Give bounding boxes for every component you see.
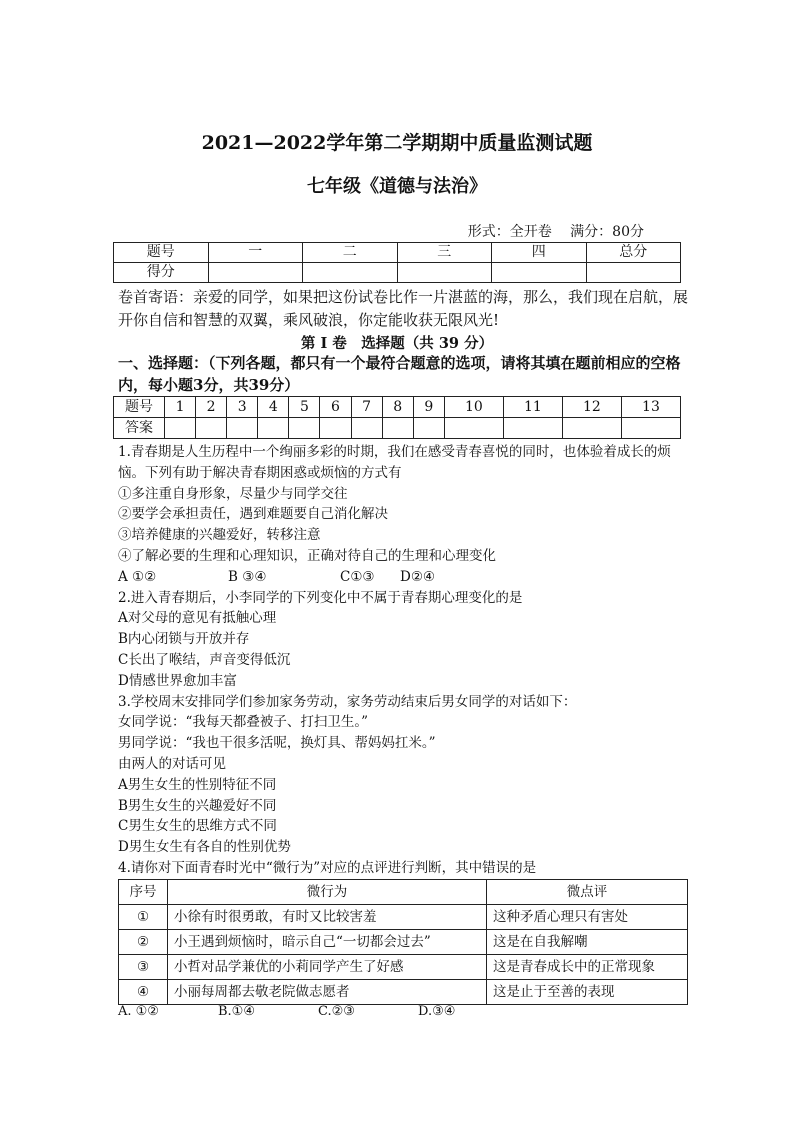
answer-table: [113, 396, 681, 439]
answer-input-cell[interactable]: [227, 418, 258, 439]
score-table: [113, 242, 681, 283]
answer-input-cell[interactable]: [165, 418, 196, 439]
q3-dialog: 女同学说：“我每天都叠被子、打扫卫生。”: [118, 714, 369, 731]
answer-input-cell[interactable]: [351, 418, 382, 439]
q3-option[interactable]: C男生女生的思维方式不同: [118, 818, 277, 835]
q4-comment: 这是止于至善的表现: [487, 980, 688, 1005]
q3-option[interactable]: B男生女生的兴趣爱好不同: [118, 797, 277, 814]
answer-header-cell: 10: [444, 397, 503, 418]
score-header-cell: 四: [492, 243, 587, 263]
score-input-cell[interactable]: [492, 263, 587, 283]
q4-comment: 这是青春成长中的正常现象: [487, 955, 688, 980]
q4-row: [119, 905, 688, 930]
answer-header-cell: 1: [165, 397, 196, 418]
score-input-cell[interactable]: [208, 263, 303, 283]
answer-input-cell[interactable]: [621, 418, 680, 439]
q1-option[interactable]: C①③: [340, 568, 375, 585]
q4-row: [119, 930, 688, 955]
q4-index: ②: [119, 930, 168, 955]
q3-option[interactable]: A男生女生的性别特征不同: [118, 776, 277, 793]
answer-input-cell[interactable]: [289, 418, 320, 439]
score-header-cell: 题号: [114, 243, 209, 263]
answer-header-cell: 7: [351, 397, 382, 418]
answer-header-cell: 8: [382, 397, 413, 418]
answer-table-row: [114, 418, 681, 439]
q1-option[interactable]: D②④: [400, 568, 436, 585]
q4-index: ③: [119, 955, 168, 980]
q1-item: ①多注重自身形象，尽量少与同学交往: [118, 485, 348, 502]
answer-input-cell[interactable]: [413, 418, 444, 439]
exam-title: 2021—2022学年第二学期期中质量监测试题: [201, 132, 593, 154]
q1-item: ③培养健康的兴趣爱好，转移注意: [118, 527, 321, 544]
q4-option[interactable]: B.①④: [218, 1004, 255, 1019]
answer-header-cell: 5: [289, 397, 320, 418]
q1-stem: 1.青春期是人生历程中一个绚丽多彩的时期，我们在感受青春喜悦的同时，也体验着成长的烦恼。下列有助于解决青春期困惑或烦恼的方式有: [118, 444, 671, 481]
answer-input-cell[interactable]: [444, 418, 503, 439]
score-header-cell: 总分: [586, 243, 681, 263]
answer-input-cell[interactable]: [503, 418, 562, 439]
q4-option[interactable]: C.②③: [318, 1004, 355, 1019]
q4-table: [118, 879, 688, 1005]
preface: 卷首寄语：亲爱的同学，如果把这份试卷比作一片湛蓝的海，那么，我们现在启航，展开你自信和智慧的双翼，乘风破浪，你定能收获无限风光!: [118, 288, 689, 329]
answer-input-cell[interactable]: [382, 418, 413, 439]
q1-option[interactable]: A ①②: [118, 568, 157, 585]
q4-option[interactable]: D.③④: [418, 1004, 456, 1019]
answer-header-cell: 3: [227, 397, 258, 418]
score-table-row: [114, 263, 681, 283]
q3-dialog: 由两人的对话可见: [118, 755, 226, 772]
answer-input-cell[interactable]: [562, 418, 621, 439]
score-header-cell: 一: [208, 243, 303, 263]
q4-index: ④: [119, 980, 168, 1005]
answer-header-cell: 6: [320, 397, 351, 418]
answer-table-row: [114, 397, 681, 418]
answer-input-cell[interactable]: [196, 418, 227, 439]
exam-form: 形式：全开卷: [467, 224, 552, 240]
answer-header-cell: 9: [413, 397, 444, 418]
q1-options: [118, 567, 688, 588]
answer-header-cell: 题号: [114, 397, 165, 418]
q4-header-cell: 微点评: [487, 880, 688, 905]
q1-item: ②要学会承担责任，遇到难题要自己消化解决: [118, 506, 388, 523]
q4-behavior: 小哲对品学兼优的小莉同学产生了好感: [168, 955, 487, 980]
exam-meta: [468, 221, 644, 241]
section-instructions: 一、选择题：（下列各题，都只有一个最符合题意的选项，请将其填在题前相应的空格内，每小题3分，共39分）: [118, 354, 681, 394]
q2-stem: 2.进入青春期后，小李同学的下列变化中不属于青春期心理变化的是: [118, 589, 523, 606]
q4-behavior: 小丽每周都去敬老院做志愿者: [168, 980, 487, 1005]
score-input-cell[interactable]: [303, 263, 398, 283]
section-title: 第 I 卷 选择题（共 39 分）: [300, 335, 494, 352]
q4-row: [119, 955, 688, 980]
answer-label-cell: 答案: [114, 418, 165, 439]
score-input-cell[interactable]: [397, 263, 492, 283]
q4-comment: 这种矛盾心理只有害处: [487, 905, 688, 930]
score-table-row: [114, 243, 681, 263]
exam-full-score: 满分：80分: [570, 224, 644, 240]
answer-header-cell: 2: [196, 397, 227, 418]
answer-input-cell[interactable]: [258, 418, 289, 439]
q2-option[interactable]: C长出了喉结，声音变得低沉: [118, 651, 291, 668]
answer-header-cell: 13: [621, 397, 680, 418]
exam-subtitle: 七年级《道德与法治》: [307, 176, 487, 197]
q3-option[interactable]: D男生女生有各自的性别优势: [118, 839, 291, 856]
q3-dialog: 男同学说：“我也干很多活呢，换灯具、帮妈妈扛米。”: [118, 735, 436, 752]
q4-header-cell: 序号: [119, 880, 168, 905]
answer-header-cell: 12: [562, 397, 621, 418]
q4-behavior: 小王遇到烦恼时，暗示自己“一切都会过去”: [168, 930, 487, 955]
answer-header-cell: 4: [258, 397, 289, 418]
q4-stem: 4.请你对下面青春时光中“微行为”对应的点评进行判断，其中错误的是: [118, 859, 537, 876]
q4-options: [118, 1004, 518, 1019]
q4-header-cell: 微行为: [168, 880, 487, 905]
score-label-cell: 得分: [114, 263, 209, 283]
q4-comment: 这是在自我解嘲: [487, 930, 688, 955]
score-header-cell: 二: [303, 243, 398, 263]
q4-behavior: 小徐有时很勇敢，有时又比较害羞: [168, 905, 487, 930]
score-input-cell[interactable]: [586, 263, 681, 283]
q4-row: [119, 980, 688, 1005]
q2-option[interactable]: D情感世界愈加丰富: [118, 672, 237, 689]
q2-option[interactable]: B内心闭锁与开放并存: [118, 631, 250, 648]
score-header-cell: 三: [397, 243, 492, 263]
answer-input-cell[interactable]: [320, 418, 351, 439]
q1-item: ④了解必要的生理和心理知识，正确对待自己的生理和心理变化: [118, 547, 496, 564]
q4-option[interactable]: A. ①②: [118, 1004, 159, 1019]
q2-option[interactable]: A对父母的意见有抵触心理: [118, 610, 277, 627]
answer-header-cell: 11: [503, 397, 562, 418]
question-list: [118, 442, 688, 879]
q4-index: ①: [119, 905, 168, 930]
q1-option[interactable]: B ③④: [228, 568, 267, 585]
q4-header-row: [119, 880, 688, 905]
q3-stem: 3.学校周末安排同学们参加家务劳动，家务劳动结束后男女同学的对话如下：: [118, 693, 577, 710]
